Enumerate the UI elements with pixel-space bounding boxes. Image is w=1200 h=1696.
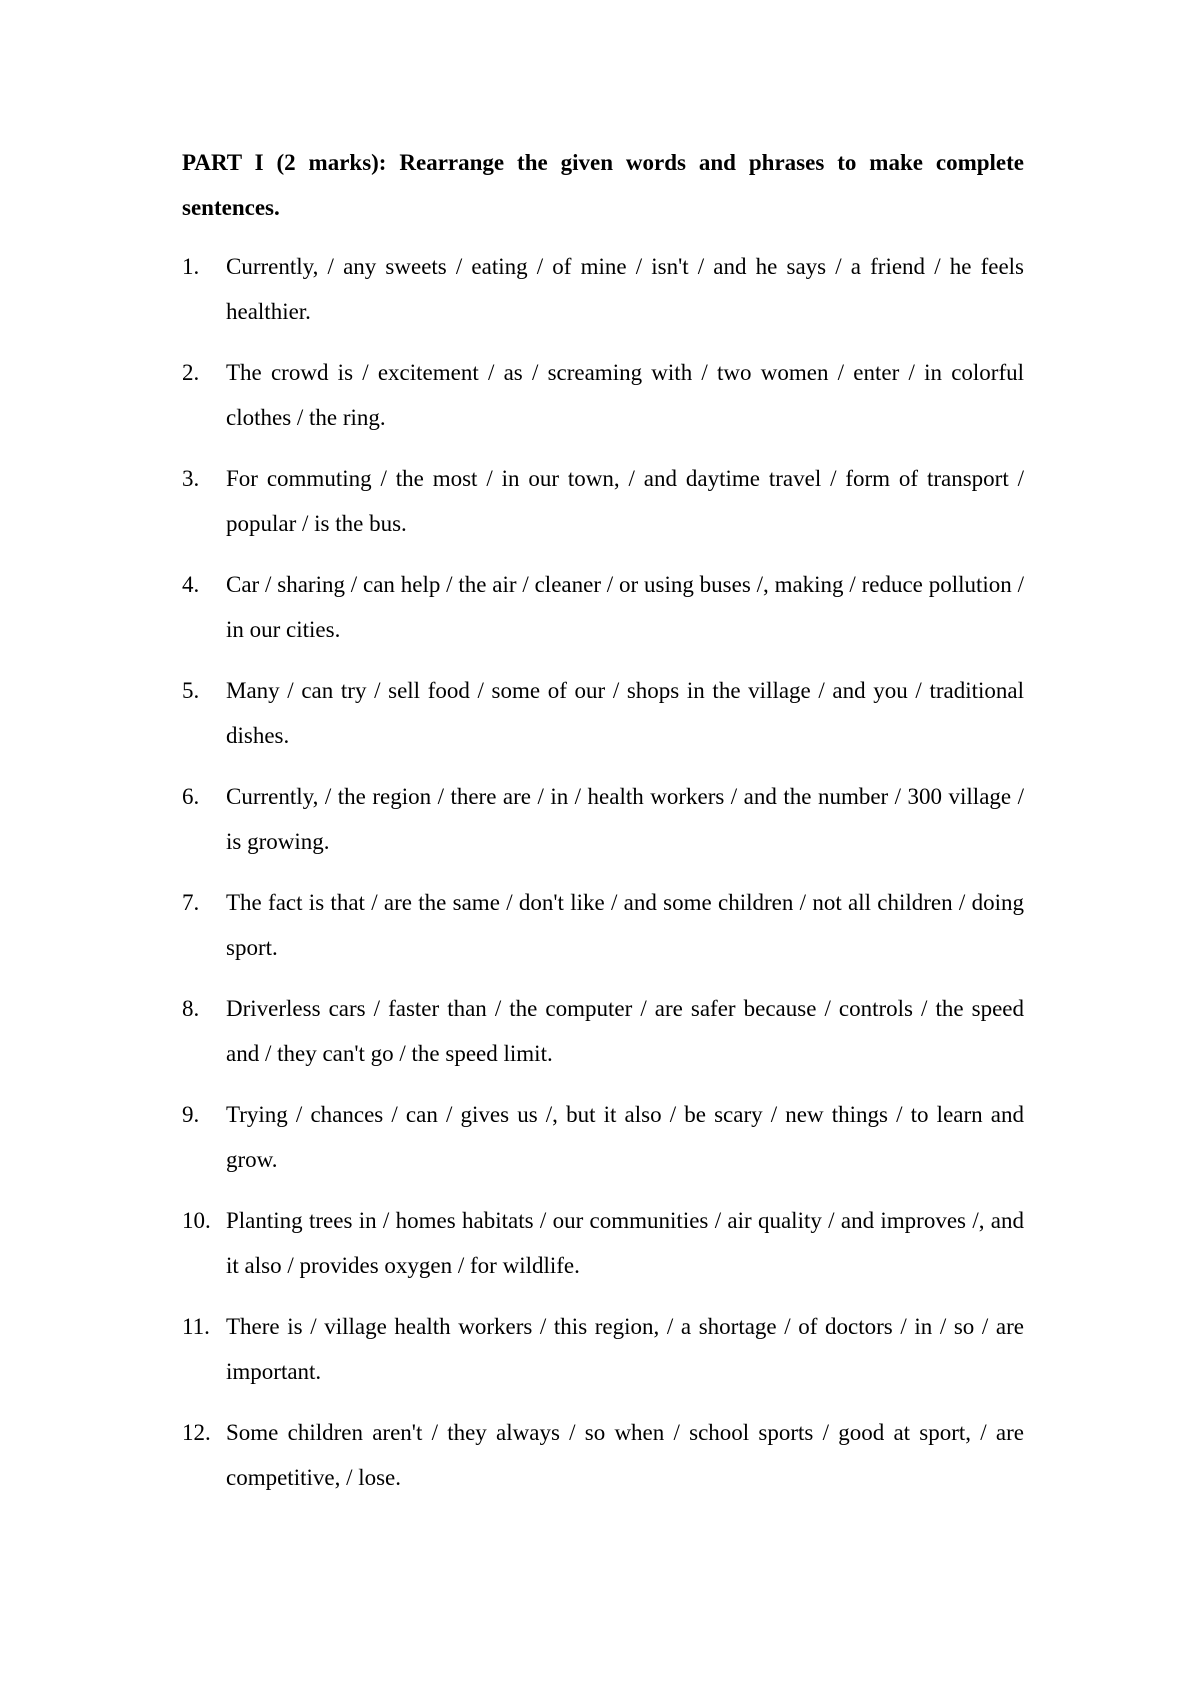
exercise-list xyxy=(182,244,1024,1500)
item-text: Driverless cars / faster than / the computer / are safer because / controls / the speed and / they can't go / the speed limit. xyxy=(226,996,1024,1066)
list-item xyxy=(182,1092,1024,1182)
item-text: Currently, / any sweets / eating / of mine / isn't / and he says / a friend / he feels healthier. xyxy=(226,254,1024,324)
item-text: For commuting / the most / in our town, / and daytime travel / form of transport / popular / is the bus. xyxy=(226,466,1024,536)
list-item xyxy=(182,244,1024,334)
list-item xyxy=(182,880,1024,970)
list-item xyxy=(182,774,1024,864)
item-number: 1. xyxy=(182,254,200,279)
list-item xyxy=(182,668,1024,758)
item-text: Trying / chances / can / gives us /, but it also / be scary / new things / to learn and grow. xyxy=(226,1102,1024,1172)
item-text: Some children aren't / they always / so when / school sports / good at sport, / are competitive, / lose. xyxy=(226,1420,1024,1490)
section-heading: PART I (2 marks): Rearrange the given words and phrases to make complete sentences. xyxy=(182,150,1024,220)
item-number: 3. xyxy=(182,466,200,491)
item-number: 6. xyxy=(182,784,200,809)
item-text: Currently, / the region / there are / in / health workers / and the number / 300 village / is growing. xyxy=(226,784,1024,854)
item-text: The crowd is / excitement / as / screaming with / two women / enter / in colorful clothes / the ring. xyxy=(226,360,1024,430)
item-text: There is / village health workers / this region, / a shortage / of doctors / in / so / are important. xyxy=(226,1314,1024,1384)
item-number: 11. xyxy=(182,1314,210,1339)
document-page xyxy=(182,140,1024,1516)
list-item xyxy=(182,986,1024,1076)
item-text: Planting trees in / homes habitats / our communities / air quality / and improves /, and it also / provides oxygen / for wildlife. xyxy=(226,1208,1024,1278)
list-item xyxy=(182,456,1024,546)
item-number: 9. xyxy=(182,1102,200,1127)
item-number: 10. xyxy=(182,1208,211,1233)
item-number: 2. xyxy=(182,360,200,385)
list-item xyxy=(182,350,1024,440)
item-text: Car / sharing / can help / the air / cleaner / or using buses /, making / reduce pollution / in our cities. xyxy=(226,572,1024,642)
item-text: The fact is that / are the same / don't like / and some children / not all children / doing sport. xyxy=(226,890,1024,960)
item-number: 8. xyxy=(182,996,200,1021)
item-number: 7. xyxy=(182,890,200,915)
item-text: Many / can try / sell food / some of our / shops in the village / and you / traditional dishes. xyxy=(226,678,1024,748)
list-item xyxy=(182,562,1024,652)
item-number: 5. xyxy=(182,678,200,703)
item-number: 4. xyxy=(182,572,200,597)
list-item xyxy=(182,1198,1024,1288)
list-item xyxy=(182,1304,1024,1394)
list-item xyxy=(182,1410,1024,1500)
item-number: 12. xyxy=(182,1420,211,1445)
